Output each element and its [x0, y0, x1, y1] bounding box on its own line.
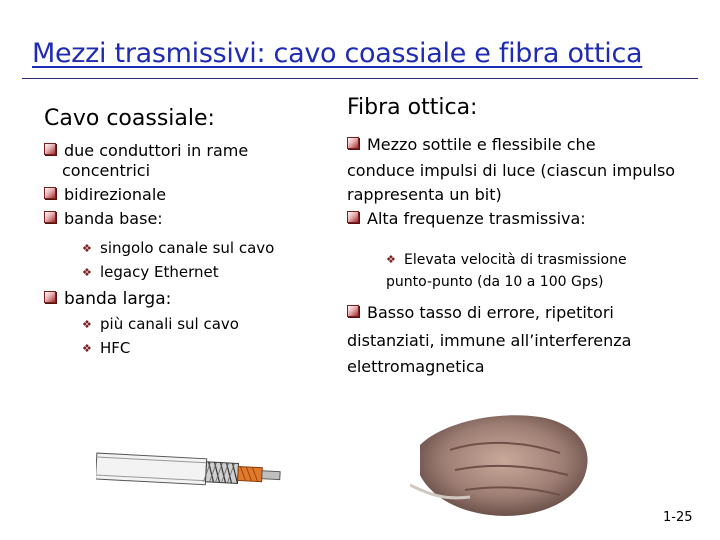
right-item-1-cont-2: rappresenta un bit): [347, 185, 502, 204]
diamond-bullet-icon: ❖: [82, 318, 92, 331]
left-item-3: banda base:: [44, 208, 163, 230]
diamond-bullet-icon: ❖: [82, 342, 92, 355]
left-heading: Cavo coassiale:: [44, 106, 215, 131]
diamond-bullet-icon: ❖: [82, 242, 92, 255]
square-bullet-icon: [44, 143, 56, 155]
left-item-1: due conduttori in rame: [44, 140, 248, 162]
right-item-2: Alta frequenze trasmissiva:: [347, 208, 586, 230]
right-heading: Fibra ottica:: [347, 95, 478, 120]
right-item-3-cont-2: elettromagnetica: [347, 357, 485, 376]
slide-title: Mezzi trasmissivi: cavo coassiale e fibra ottica: [32, 38, 643, 69]
right-item-1: Mezzo sottile e flessibile che: [347, 134, 596, 156]
fiber-in-hand-image: [410, 405, 600, 523]
diamond-bullet-icon: ❖: [386, 253, 396, 266]
square-bullet-icon: [44, 291, 56, 303]
right-item-3-cont-1: distanziati, immune all’interferenza: [347, 331, 632, 350]
left-subitem-4-2: ❖ HFC: [82, 336, 130, 361]
coaxial-cable-image: [96, 440, 286, 504]
square-bullet-icon: [347, 211, 359, 223]
right-subitem-2-1: ❖ Elevata velocità di trasmissione: [386, 252, 627, 268]
left-subitem-3-2: ❖ legacy Ethernet: [82, 260, 219, 285]
right-item-1-cont-1: conduce impulsi di luce (ciascun impulso: [347, 161, 676, 180]
left-item-1-cont: concentrici: [62, 161, 151, 180]
diamond-bullet-icon: ❖: [82, 266, 92, 279]
left-subitem-3-1: ❖ singolo canale sul cavo: [82, 236, 274, 261]
right-item-3: Basso tasso di errore, ripetitori: [347, 302, 614, 324]
right-subitem-2-1-cont: punto-punto (da 10 a 100 Gps): [386, 274, 604, 290]
square-bullet-icon: [44, 211, 56, 223]
square-bullet-icon: [347, 137, 359, 149]
page-number: 1-25: [663, 510, 693, 525]
left-item-4: banda larga:: [44, 287, 171, 311]
title-divider: [22, 78, 698, 79]
square-bullet-icon: [44, 187, 56, 199]
left-subitem-4-1: ❖ più canali sul cavo: [82, 312, 239, 337]
left-item-2: bidirezionale: [44, 184, 166, 206]
square-bullet-icon: [347, 305, 359, 317]
